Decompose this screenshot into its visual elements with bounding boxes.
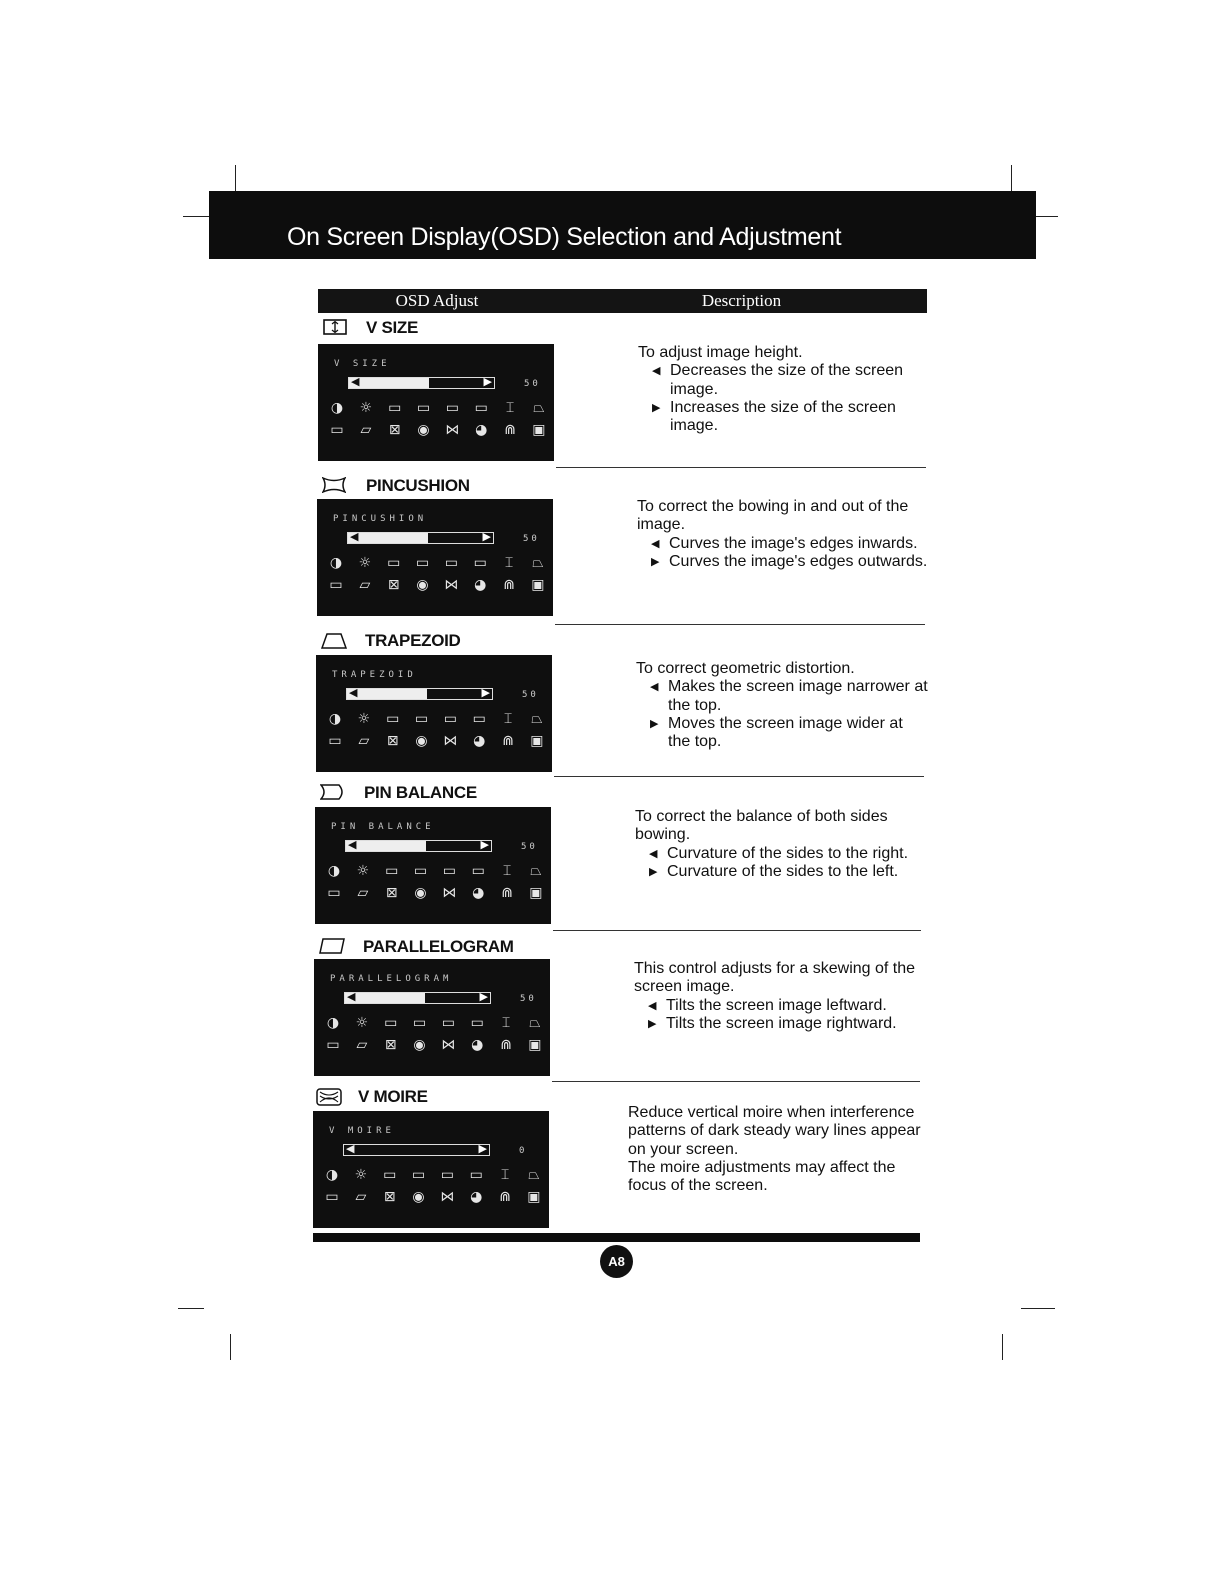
osd-menu-icon: ▭ bbox=[412, 1015, 427, 1031]
osd-menu-icon: ▭ bbox=[416, 400, 431, 416]
osd-screenshot bbox=[315, 807, 551, 924]
arrow-left-icon: ◀ bbox=[350, 530, 359, 543]
osd-menu-icon: ▭ bbox=[326, 1037, 340, 1053]
section-description bbox=[634, 960, 926, 1033]
osd-menu-icon: ▭ bbox=[443, 711, 457, 727]
section-title: V MOIRE bbox=[358, 1087, 428, 1106]
osd-menu-icon: ⋈ bbox=[445, 422, 460, 438]
osd-icon-row bbox=[326, 421, 550, 439]
osd-slider-fill bbox=[347, 689, 427, 699]
osd-icon-row bbox=[324, 710, 548, 728]
page-title: On Screen Display(OSD) Selection and Adjustment bbox=[287, 223, 842, 251]
osd-slider-bar bbox=[346, 688, 493, 700]
column-header-osd-adjust: OSD Adjust bbox=[318, 289, 556, 313]
osd-menu-icon: ▭ bbox=[445, 400, 459, 416]
osd-menu-label: V SIZE bbox=[334, 359, 391, 369]
osd-icon-row bbox=[325, 554, 549, 572]
osd-menu-icon: ▭ bbox=[444, 555, 458, 571]
increase-description bbox=[636, 715, 928, 752]
osd-value: 0 bbox=[519, 1146, 528, 1156]
osd-menu-icon: ⌶ bbox=[504, 555, 514, 571]
increase-description bbox=[634, 1015, 926, 1033]
osd-icon-row bbox=[324, 732, 548, 750]
osd-menu-icon: ▭ bbox=[474, 400, 488, 416]
osd-menu-icon: ◑ bbox=[327, 863, 341, 879]
description-note: The moire adjustments may affect the focus of the screen. bbox=[628, 1158, 896, 1195]
osd-menu-icon: ▭ bbox=[440, 1167, 454, 1183]
osd-menu-icon: ◕ bbox=[471, 1037, 484, 1053]
osd-menu-label: TRAPEZOID bbox=[332, 670, 417, 680]
osd-menu-icon: ⌶ bbox=[503, 711, 513, 727]
increase-text: Moves the screen image wider at the top. bbox=[668, 714, 903, 751]
osd-menu-icon: ▱ bbox=[356, 1037, 368, 1053]
increase-description bbox=[638, 399, 930, 436]
osd-menu-icon: ☼ bbox=[356, 863, 370, 879]
crop-mark bbox=[1011, 165, 1012, 191]
section-title: TRAPEZOID bbox=[365, 631, 461, 650]
column-header-description: Description bbox=[556, 289, 927, 313]
osd-menu-icon: ▱ bbox=[358, 733, 370, 749]
crop-mark bbox=[1036, 216, 1058, 217]
osd-menu-icon: ▭ bbox=[473, 555, 487, 571]
decrease-description bbox=[637, 535, 929, 553]
osd-menu-icon: ▭ bbox=[415, 555, 430, 571]
section-divider bbox=[552, 1081, 920, 1082]
osd-menu-icon: ▣ bbox=[532, 422, 546, 438]
osd-slider-bar bbox=[345, 840, 492, 852]
decrease-text: Makes the screen image narrower at the top. bbox=[668, 678, 928, 714]
osd-menu-icon: ▭ bbox=[472, 711, 486, 727]
bottom-rule bbox=[313, 1233, 920, 1242]
arrow-right-icon: ▶ bbox=[482, 530, 491, 543]
osd-menu-icon: ⌶ bbox=[500, 1167, 510, 1183]
osd-menu-icon: ▭ bbox=[383, 1167, 397, 1183]
osd-screenshot bbox=[318, 344, 554, 461]
osd-menu-icon: ⋈ bbox=[444, 577, 459, 593]
section-title: PIN BALANCE bbox=[364, 783, 477, 802]
osd-menu-icon: ⊠ bbox=[385, 885, 398, 901]
section-divider bbox=[556, 467, 926, 468]
osd-menu-icon: ⏢ bbox=[532, 555, 544, 571]
arrow-left-icon: ◀ bbox=[346, 1142, 355, 1155]
osd-menu-icon: ◉ bbox=[414, 885, 427, 901]
osd-menu-icon: ◕ bbox=[475, 422, 488, 438]
decrease-description bbox=[635, 845, 927, 863]
osd-menu-icon: ◉ bbox=[412, 1189, 425, 1205]
osd-menu-icon: ▱ bbox=[359, 577, 371, 593]
right-triangle-icon: ▶ bbox=[649, 864, 658, 878]
osd-menu-icon: ▭ bbox=[411, 1167, 426, 1183]
arrow-left-icon: ◀ bbox=[351, 375, 360, 388]
decrease-text: Curvature of the sides to the right. bbox=[667, 844, 909, 862]
osd-menu-icon: ◉ bbox=[417, 422, 430, 438]
osd-menu-icon: ◕ bbox=[470, 1189, 483, 1205]
description-intro: To adjust image height. bbox=[638, 344, 803, 361]
osd-menu-label: PIN BALANCE bbox=[331, 822, 435, 832]
osd-slider-bar bbox=[348, 377, 495, 389]
osd-menu-icon: ⋈ bbox=[441, 1037, 456, 1053]
osd-menu-icon: ▭ bbox=[385, 863, 399, 879]
description-intro: To correct geometric distortion. bbox=[636, 660, 855, 677]
osd-menu-icon: ◕ bbox=[473, 733, 486, 749]
osd-menu-icon: ◑ bbox=[329, 555, 343, 571]
increase-text: Curvature of the sides to the left. bbox=[667, 862, 899, 880]
osd-menu-icon: ▭ bbox=[387, 555, 401, 571]
osd-menu-icon: ⊠ bbox=[383, 1189, 396, 1205]
crop-mark bbox=[1021, 1308, 1055, 1309]
osd-menu-icon: ▱ bbox=[357, 885, 369, 901]
osd-menu-icon: ▭ bbox=[471, 863, 485, 879]
v-size-icon bbox=[323, 319, 347, 340]
osd-menu-icon: ◑ bbox=[326, 1015, 340, 1031]
osd-menu-icon: ▭ bbox=[413, 863, 428, 879]
osd-menu-icon: ⏢ bbox=[533, 400, 545, 416]
decrease-description bbox=[638, 362, 930, 399]
arrow-right-icon: ▶ bbox=[480, 838, 489, 851]
osd-value: 50 bbox=[520, 994, 537, 1004]
osd-menu-icon: ⋈ bbox=[443, 733, 458, 749]
osd-slider-fill bbox=[346, 841, 426, 851]
osd-slider-bar bbox=[347, 532, 494, 544]
description-intro: This control adjusts for a skewing of the screen image. bbox=[634, 960, 916, 996]
osd-slider-fill bbox=[348, 533, 428, 543]
osd-menu-icon: ⌶ bbox=[505, 400, 515, 416]
osd-menu-icon: ◉ bbox=[415, 733, 428, 749]
v-moire-icon bbox=[316, 1088, 342, 1111]
osd-screenshot bbox=[316, 655, 552, 772]
osd-slider-fill bbox=[345, 993, 425, 1003]
osd-menu-icon: ⏢ bbox=[529, 1015, 541, 1031]
increase-text: Tilts the screen image rightward. bbox=[666, 1014, 897, 1032]
section-divider bbox=[553, 930, 921, 931]
left-triangle-icon: ◀ bbox=[649, 846, 658, 860]
osd-menu-icon: ▭ bbox=[388, 400, 402, 416]
osd-menu-icon: ◑ bbox=[330, 400, 344, 416]
osd-menu-icon: ☼ bbox=[355, 1015, 369, 1031]
osd-icon-row bbox=[322, 1014, 546, 1032]
osd-menu-icon: ▣ bbox=[530, 733, 544, 749]
increase-description bbox=[637, 553, 929, 571]
osd-menu-icon: ◑ bbox=[325, 1167, 339, 1183]
osd-menu-icon: ▭ bbox=[330, 422, 344, 438]
osd-icon-row bbox=[325, 576, 549, 594]
osd-menu-icon: ▭ bbox=[329, 577, 343, 593]
osd-menu-icon: ⊠ bbox=[384, 1037, 397, 1053]
pin-balance-icon bbox=[320, 784, 346, 805]
crop-mark bbox=[230, 1334, 231, 1360]
left-triangle-icon: ◀ bbox=[650, 680, 659, 694]
pincushion-icon bbox=[322, 477, 346, 498]
section-description bbox=[638, 344, 930, 435]
decrease-text: Decreases the size of the screen image. bbox=[670, 362, 904, 398]
right-triangle-icon: ▶ bbox=[651, 554, 660, 568]
osd-menu-icon: ☼ bbox=[358, 555, 372, 571]
osd-menu-icon: ⊠ bbox=[387, 577, 400, 593]
page-number-badge: A8 bbox=[600, 1245, 633, 1278]
description-intro: Reduce vertical moire when interference patterns of dark steady wary lines appear on your screen. bbox=[628, 1104, 921, 1158]
osd-menu-icon: ⋒ bbox=[503, 577, 515, 593]
osd-menu-icon: ▭ bbox=[384, 1015, 398, 1031]
parallelogram-icon bbox=[319, 938, 345, 959]
osd-menu-icon: ▱ bbox=[360, 422, 372, 438]
osd-icon-row bbox=[321, 1166, 545, 1184]
section-description bbox=[637, 498, 929, 571]
osd-menu-icon: ▭ bbox=[414, 711, 429, 727]
section-divider bbox=[554, 776, 924, 777]
left-triangle-icon: ◀ bbox=[652, 364, 661, 378]
decrease-description bbox=[634, 997, 926, 1015]
description-intro: To correct the balance of both sides bowing. bbox=[635, 808, 888, 844]
osd-menu-icon: ◕ bbox=[472, 885, 485, 901]
description-intro: To correct the bowing in and out of the image. bbox=[637, 498, 909, 534]
decrease-text: Tilts the screen image leftward. bbox=[666, 996, 887, 1014]
osd-menu-icon: ⋒ bbox=[500, 1037, 512, 1053]
osd-menu-icon: ▭ bbox=[441, 1015, 455, 1031]
osd-screenshot bbox=[317, 499, 553, 616]
osd-menu-icon: ⏢ bbox=[530, 863, 542, 879]
osd-menu-icon: ▭ bbox=[470, 1015, 484, 1031]
section-title: PARALLELOGRAM bbox=[363, 937, 514, 956]
arrow-right-icon: ▶ bbox=[479, 990, 488, 1003]
section-title: V SIZE bbox=[366, 318, 419, 337]
arrow-left-icon: ◀ bbox=[347, 990, 356, 1003]
osd-menu-label: PINCUSHION bbox=[333, 514, 428, 524]
osd-menu-icon: ▭ bbox=[469, 1167, 483, 1183]
osd-menu-icon: ⌶ bbox=[502, 863, 512, 879]
right-triangle-icon: ▶ bbox=[650, 716, 659, 730]
osd-value: 50 bbox=[524, 379, 541, 389]
osd-icon-row bbox=[323, 884, 547, 902]
osd-menu-icon: ☼ bbox=[359, 400, 373, 416]
osd-icon-row bbox=[322, 1036, 546, 1054]
osd-menu-icon: ▭ bbox=[442, 863, 456, 879]
osd-icon-row bbox=[321, 1188, 545, 1206]
osd-menu-label: PARALLELOGRAM bbox=[330, 974, 453, 984]
osd-value: 50 bbox=[522, 690, 539, 700]
osd-menu-label: V MOIRE bbox=[329, 1126, 395, 1136]
increase-description bbox=[635, 863, 927, 881]
increase-text: Increases the size of the screen image. bbox=[670, 398, 896, 435]
osd-menu-icon: ▣ bbox=[528, 1037, 542, 1053]
osd-menu-icon: ◉ bbox=[416, 577, 429, 593]
trapezoid-icon bbox=[321, 632, 347, 655]
osd-menu-icon: ▣ bbox=[531, 577, 545, 593]
osd-menu-icon: ⊠ bbox=[388, 422, 401, 438]
left-triangle-icon: ◀ bbox=[651, 536, 660, 550]
osd-slider-bar bbox=[343, 1144, 490, 1156]
osd-menu-icon: ☼ bbox=[354, 1167, 368, 1183]
osd-menu-icon: ◑ bbox=[328, 711, 342, 727]
arrow-left-icon: ◀ bbox=[348, 838, 357, 851]
osd-menu-icon: ⏢ bbox=[531, 711, 543, 727]
section-description bbox=[628, 1104, 928, 1195]
arrow-left-icon: ◀ bbox=[349, 686, 358, 699]
osd-value: 50 bbox=[521, 842, 538, 852]
section-description bbox=[635, 808, 927, 881]
osd-menu-icon: ⋈ bbox=[440, 1189, 455, 1205]
osd-menu-icon: ▭ bbox=[325, 1189, 339, 1205]
section-description bbox=[636, 660, 928, 751]
crop-mark bbox=[183, 216, 209, 217]
arrow-right-icon: ▶ bbox=[481, 686, 490, 699]
osd-menu-icon: ⏢ bbox=[528, 1167, 540, 1183]
osd-slider-fill bbox=[349, 378, 429, 388]
increase-text: Curves the image's edges outwards. bbox=[669, 552, 928, 570]
osd-menu-icon: ⋈ bbox=[442, 885, 457, 901]
osd-menu-icon: ⋒ bbox=[501, 885, 513, 901]
osd-menu-icon: ◕ bbox=[474, 577, 487, 593]
osd-icon-row bbox=[326, 399, 550, 417]
osd-menu-icon: ⌶ bbox=[501, 1015, 511, 1031]
osd-screenshot bbox=[314, 959, 550, 1076]
arrow-right-icon: ▶ bbox=[478, 1142, 487, 1155]
right-triangle-icon: ▶ bbox=[648, 1016, 657, 1030]
osd-screenshot bbox=[313, 1111, 549, 1228]
osd-menu-icon: ▭ bbox=[327, 885, 341, 901]
osd-menu-icon: ▣ bbox=[527, 1189, 541, 1205]
decrease-text: Curves the image's edges inwards. bbox=[669, 534, 918, 552]
header-banner bbox=[209, 191, 1036, 259]
osd-menu-icon: ▣ bbox=[529, 885, 543, 901]
left-triangle-icon: ◀ bbox=[648, 998, 657, 1012]
osd-slider-bar bbox=[344, 992, 491, 1004]
osd-menu-icon: ▭ bbox=[386, 711, 400, 727]
osd-menu-icon: ☼ bbox=[357, 711, 371, 727]
section-title: PINCUSHION bbox=[366, 476, 470, 495]
osd-icon-row bbox=[323, 862, 547, 880]
osd-value: 50 bbox=[523, 534, 540, 544]
osd-menu-icon: ⋒ bbox=[502, 733, 514, 749]
crop-mark bbox=[235, 165, 236, 191]
crop-mark bbox=[1002, 1334, 1003, 1360]
osd-menu-icon: ⊠ bbox=[386, 733, 399, 749]
osd-menu-icon: ⋒ bbox=[504, 422, 516, 438]
arrow-right-icon: ▶ bbox=[483, 375, 492, 388]
osd-menu-icon: ▭ bbox=[328, 733, 342, 749]
osd-menu-icon: ◉ bbox=[413, 1037, 426, 1053]
right-triangle-icon: ▶ bbox=[652, 400, 661, 414]
decrease-description bbox=[636, 678, 928, 715]
crop-mark bbox=[178, 1308, 204, 1309]
osd-menu-icon: ⋒ bbox=[499, 1189, 511, 1205]
section-divider bbox=[555, 624, 925, 625]
osd-menu-icon: ▱ bbox=[355, 1189, 367, 1205]
